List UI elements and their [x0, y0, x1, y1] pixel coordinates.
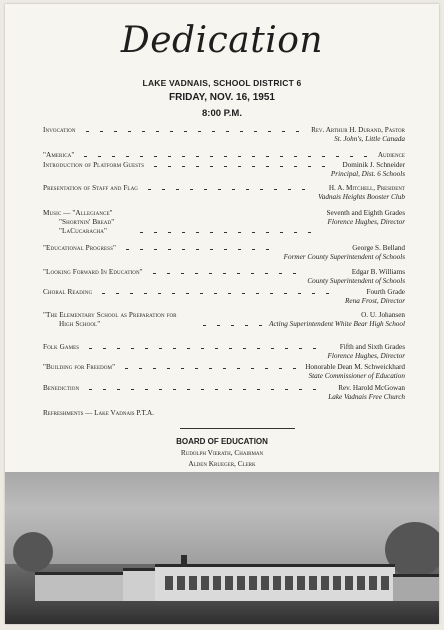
- presenter-role: Rena Frost, Director: [345, 297, 405, 305]
- dot-leader: [43, 249, 405, 250]
- dot-leader: [43, 325, 405, 326]
- program-item-title-line: "Educational Progress": [43, 244, 116, 252]
- presenter-name: George S. Belland: [352, 244, 405, 252]
- presenter-name: H. A. Mitchell, President: [328, 184, 405, 192]
- program-page: [5, 4, 439, 624]
- event-date: FRIDAY, NOV. 16, 1951: [169, 92, 275, 103]
- program-item-title-line: High School": [59, 320, 101, 328]
- dot-leader: [43, 232, 405, 233]
- program-item-presenter: [331, 161, 405, 179]
- presenter-role: St. John's, Little Canada: [334, 135, 405, 143]
- program-item-presenter: [328, 384, 405, 402]
- board-chairman: Rudolph Vierath, Chairman: [180, 448, 264, 457]
- board-member-2: [5, 458, 439, 469]
- program-item-presenter: [305, 363, 405, 381]
- program-item-title-line: Benediction: [43, 384, 80, 392]
- board-clerk: Alden Krueger, Clerk: [188, 459, 256, 468]
- dot-leader: [43, 131, 405, 132]
- dot-leader: [43, 156, 405, 157]
- presenter-role: Florence Hughes, Director: [327, 218, 405, 226]
- presenter-name: Rev. Arthur H. Durand, Pastor: [311, 126, 405, 134]
- presenter-name: O. U. Johansen: [361, 311, 405, 319]
- presenter-role: Lake Vadnais Free Church: [328, 393, 405, 401]
- presenter-name: Seventh and Eighth Grades: [326, 209, 405, 217]
- program-item-title-line: "America": [43, 151, 75, 159]
- program-item-title: [43, 311, 177, 329]
- dedication-title: Dedication: [120, 20, 324, 61]
- presenter-role: State Commissioner of Education: [308, 372, 405, 380]
- program-item-title-line: "Shortnin' Bread": [59, 218, 115, 226]
- program-item-presenter: [284, 244, 405, 262]
- presenter-role: County Superintendent of Schools: [307, 277, 405, 285]
- program-item-title-line: Folk Games: [43, 343, 80, 351]
- program-item-title-line: "Looking Forward In Education": [43, 268, 143, 276]
- presenter-name: Dominik J. Schneider: [342, 161, 405, 169]
- program-item-presenter: [327, 209, 405, 227]
- program-item-title-line: "The Elementary School as Preparation for: [43, 311, 177, 319]
- dot-leader: [43, 389, 405, 390]
- school-building-photo: [5, 472, 439, 624]
- dot-leader: [43, 189, 405, 190]
- presenter-name: Honorable Dean M. Schweickhard: [305, 363, 405, 371]
- presenter-name: Fourth Grade: [366, 288, 405, 296]
- program-item-title-line: Presentation of Staff and Flag: [43, 184, 138, 192]
- dot-leader: [43, 273, 405, 274]
- program-item-title-line: Music — "Allegiance": [43, 209, 113, 217]
- program-item-presenter: [269, 311, 405, 329]
- event-time: 8:00 P.M.: [202, 108, 242, 119]
- dot-leader: [43, 166, 405, 167]
- program-item-title-line: "LaCucaracha": [59, 227, 108, 235]
- presenter-name: Fifth and Sixth Grades: [339, 343, 405, 351]
- program-item-presenter: [345, 288, 405, 306]
- presenter-role: Florence Hughes, Director: [327, 352, 405, 360]
- program-item-presenter: [327, 343, 405, 361]
- program-item-presenter: [311, 126, 405, 144]
- dot-leader: [43, 348, 405, 349]
- refreshments-text: Refreshments — Lake Vadnais P.T.A.: [43, 409, 154, 417]
- board-heading: BOARD OF EDUCATION: [176, 437, 268, 446]
- program-item-presenter: [307, 268, 405, 286]
- program-item-title-line: "Building for Freedom": [43, 363, 116, 371]
- program-item-title-line: Invocation: [43, 126, 76, 134]
- dot-leader: [43, 368, 405, 369]
- dot-leader: [43, 293, 405, 294]
- program-item-title-line: Choral Reading: [43, 288, 93, 296]
- program-item-title-line: Introduction of Platform Guests: [43, 161, 145, 169]
- presenter-name: Audience: [377, 151, 405, 159]
- board-of-education: [5, 436, 439, 447]
- program-item-presenter: [318, 184, 405, 202]
- presenter-name: Rev. Harold McGowan: [338, 384, 405, 392]
- presenter-name: Edgar B. Williams: [351, 268, 405, 276]
- presenter-role: Principal, Dist. 6 Schools: [330, 170, 405, 178]
- school-name: LAKE VADNAIS, SCHOOL DISTRICT 6: [142, 78, 302, 88]
- presenter-role: Former County Superintendent of Schools: [283, 253, 405, 261]
- divider: [180, 428, 295, 429]
- board-member-1: [5, 447, 439, 458]
- presenter-role: Acting Superintendent White Bear High School: [269, 320, 405, 328]
- presenter-role: Vadnais Heights Booster Club: [318, 193, 405, 201]
